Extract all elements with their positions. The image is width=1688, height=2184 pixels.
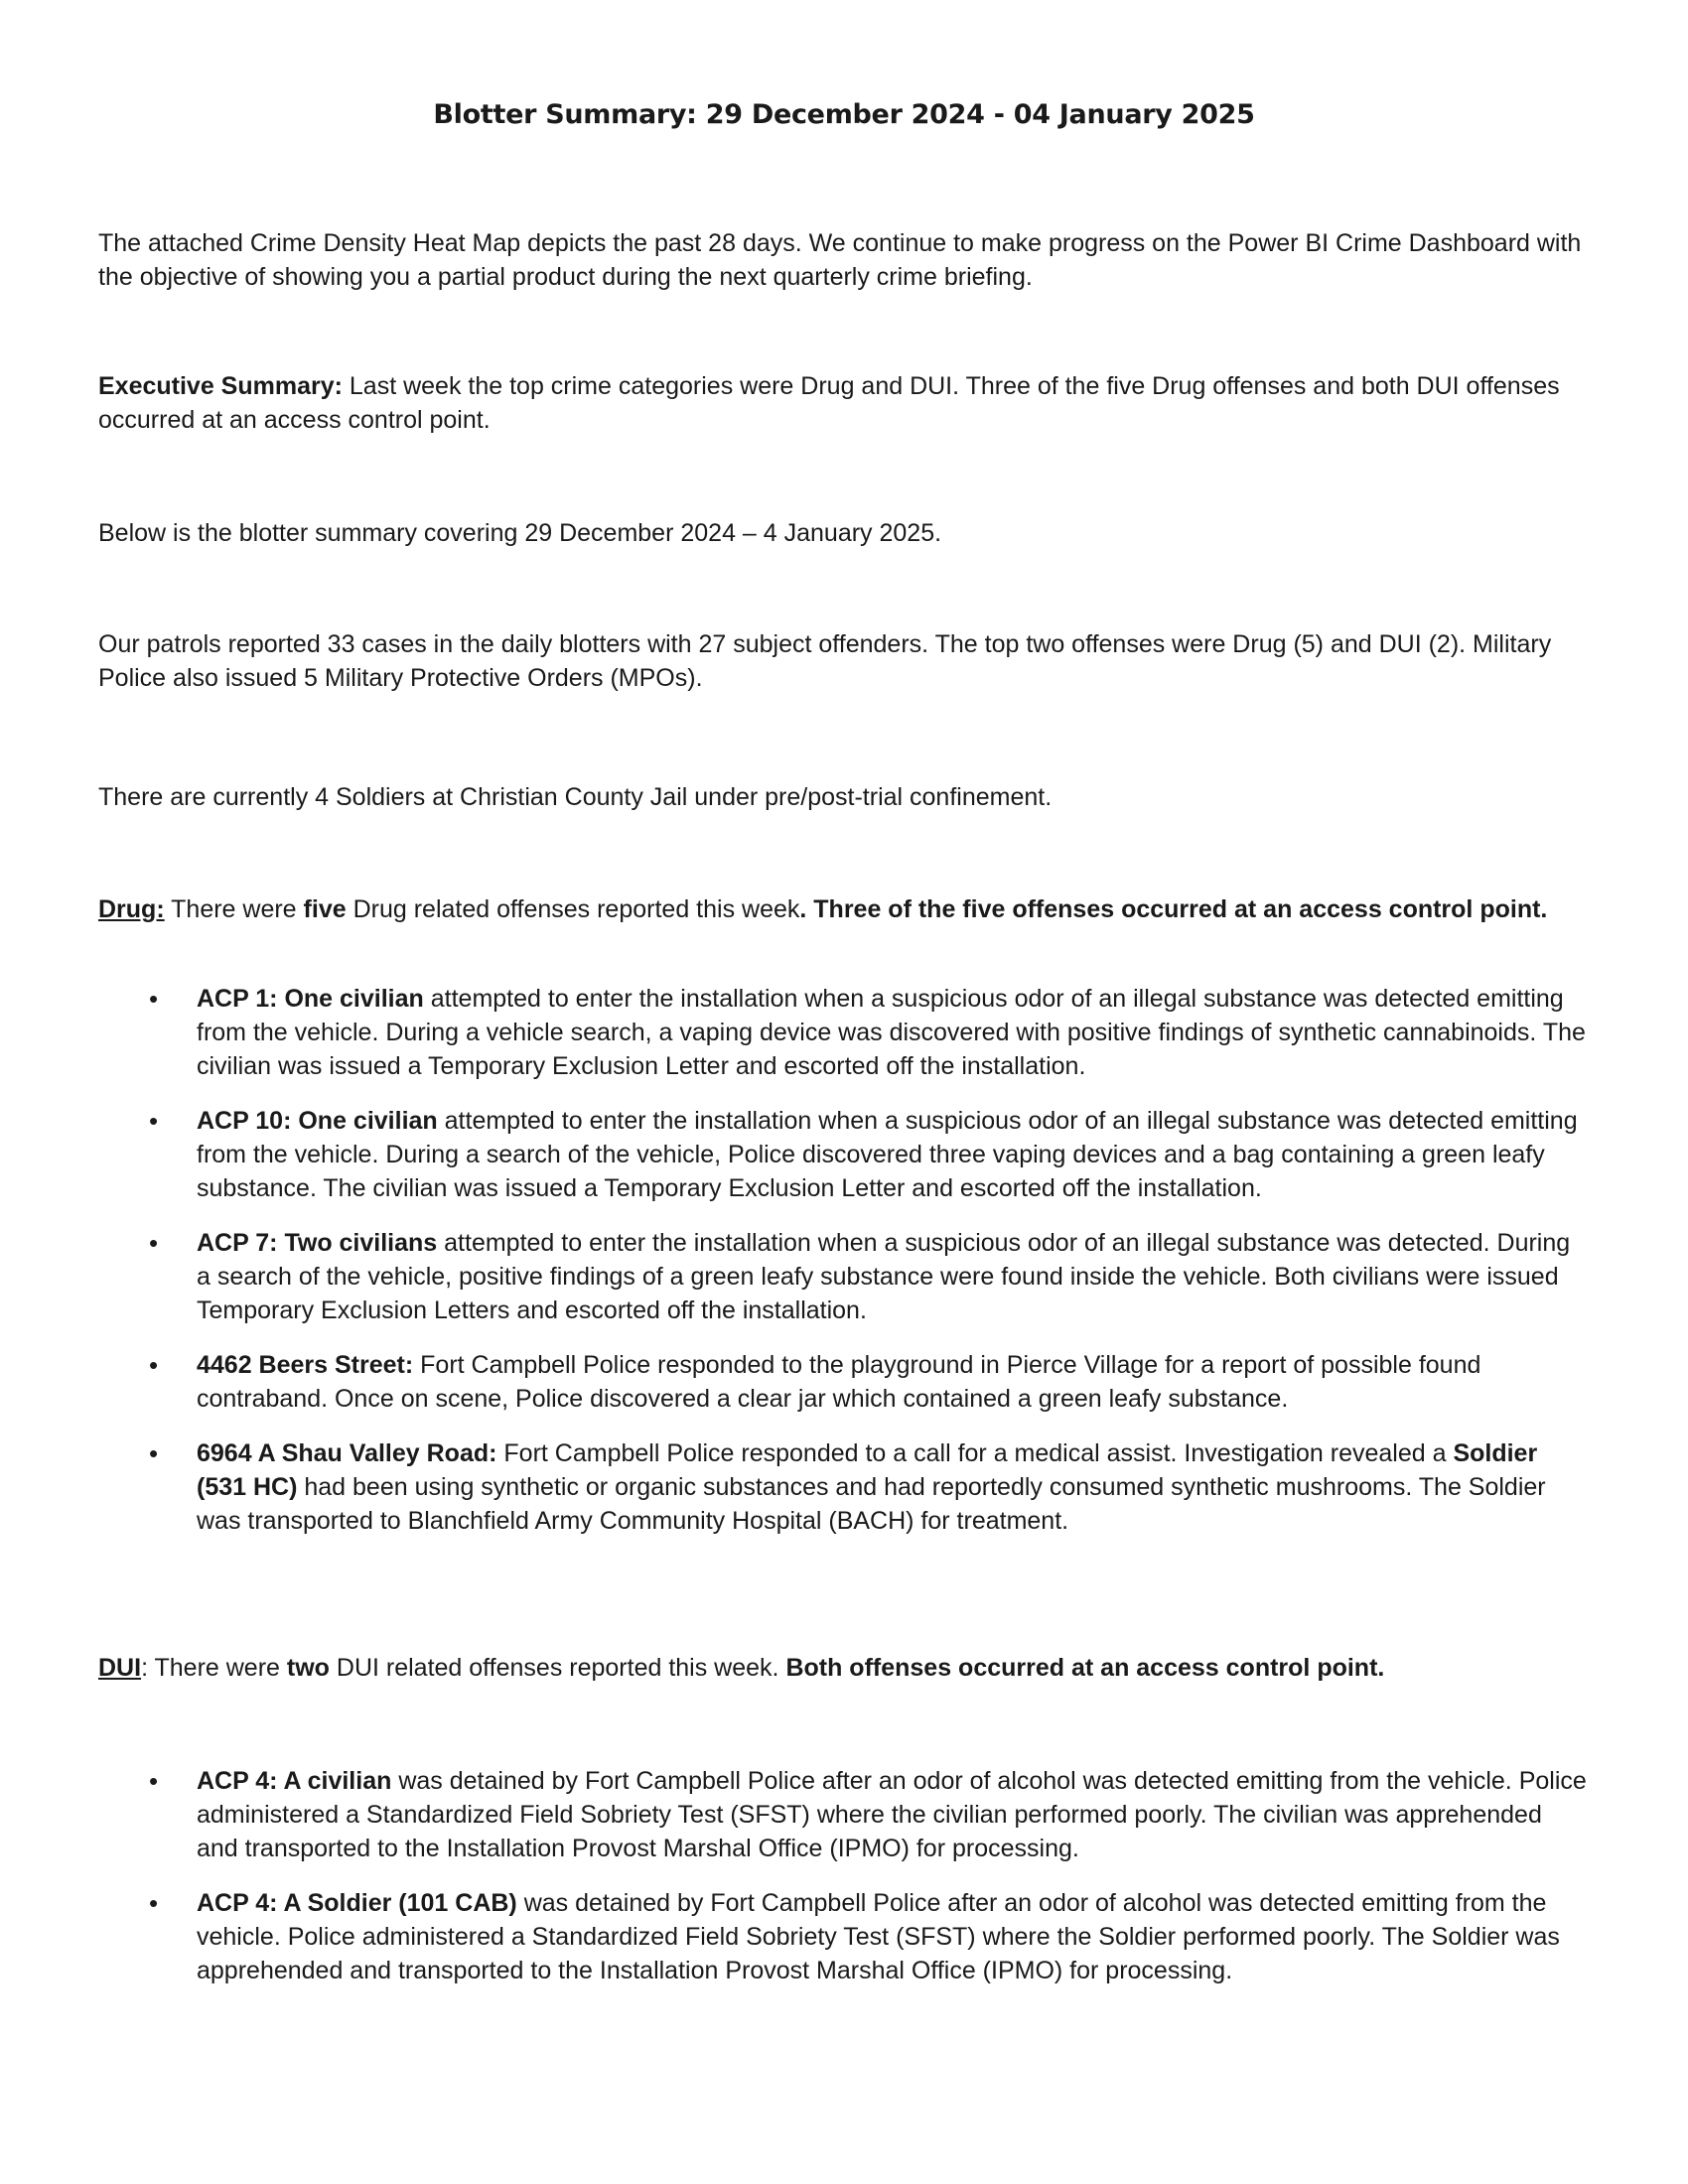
- list-item: [98, 1348, 1588, 1416]
- coverage-paragraph: Below is the blotter summary covering 29 December 2024 – 4 January 2025.: [98, 519, 942, 547]
- list-item: [98, 1436, 1588, 1538]
- drug-list: [98, 982, 1588, 1559]
- item-bold: ACP 4: A civilian: [197, 1767, 392, 1795]
- item-text: was detained by Fort Campbell Police after an odor of alcohol was detected emitting from the vehicle. Police administered a Standardized Field Sobriety Test (SFST) where the civilian performed poorly. The civilian was apprehended and transported to the Installation Provost Marshal Office (IPMO) for processing.: [197, 1767, 1587, 1862]
- dui-bold-text: Both offenses occurred at an access control point.: [785, 1654, 1385, 1682]
- item-text-2: had been using synthetic or organic substances and had reportedly consumed synthetic mushrooms. The Soldier was transported to Blanchfield Army Community Hospital (BACH) for treatment.: [197, 1473, 1546, 1535]
- dui-heading: [98, 1651, 1588, 1685]
- item-bold: 4462 Beers Street:: [197, 1351, 414, 1379]
- item-bold: ACP 7: Two civilians: [197, 1229, 438, 1257]
- item-bold: 6964 A Shau Valley Road:: [197, 1439, 497, 1467]
- dui-list: [98, 1764, 1588, 2008]
- executive-summary-text: Last week the top crime categories were Drug and DUI. Three of the five Drug offenses and both DUI offenses occurred at an access control point.: [98, 372, 1560, 434]
- item-text: attempted to enter the installation when a suspicious odor of an illegal substance was detected. During a search of the vehicle, positive findings of a green leafy substance were found inside the vehicle. Both civilians were issued Temporary Exclusion Letters and escorted off the installation.: [197, 1229, 1571, 1324]
- drug-bold-text: . Three of the five offenses occurred at an access control point.: [799, 895, 1548, 923]
- item-text: was detained by Fort Campbell Police after an odor of alcohol was detected emitting from the vehicle. Police administered a Standardized Field Sobriety Test (SFST) where the Soldier performed poorly. The Soldier was apprehended and transported to the Installation Provost Marshal Office (IPMO) for processing.: [197, 1889, 1560, 1984]
- drug-heading: [98, 892, 1588, 926]
- item-text: attempted to enter the installation when a suspicious odor of an illegal substance was detected emitting from the vehicle. During a search of the vehicle, Police discovered three vaping devices and a bag containing a green leafy substance. The civilian was issued a Temporary Exclusion Letter and escorted off the installation.: [197, 1107, 1578, 1202]
- executive-summary-label: Executive Summary:: [98, 372, 343, 400]
- item-bold-2: Soldier (531 HC): [197, 1439, 1538, 1501]
- drug-text-1: There were: [164, 895, 304, 923]
- item-text: Fort Campbell Police responded to the playground in Pierce Village for a report of possible found contraband. Once on scene, Police discovered a clear jar which contained a green leafy substance.: [197, 1351, 1481, 1413]
- dui-label: DUI: [98, 1654, 142, 1682]
- dui-text-1: : There were: [141, 1654, 287, 1682]
- document-title: Blotter Summary: 29 December 2024 - 04 January 2025: [433, 99, 1255, 130]
- dui-text-2: DUI related offenses reported this week.: [329, 1654, 786, 1682]
- item-text: Fort Campbell Police responded to a call for a medical assist. Investigation revealed a: [496, 1439, 1454, 1467]
- executive-summary: [98, 369, 1588, 437]
- list-item: [98, 1104, 1588, 1205]
- drug-label: Drug:: [98, 895, 165, 923]
- list-item: [98, 1226, 1588, 1327]
- item-text: attempted to enter the installation when a suspicious odor of an illegal substance was detected emitting from the vehicle. During a vehicle search, a vaping device was discovered with positive findings of synthetic cannabinoids. The civilian was issued a Temporary Exclusion Letter and escorted off the installation.: [197, 985, 1586, 1080]
- confinement-paragraph: There are currently 4 Soldiers at Christian County Jail under pre/post-trial confinement.: [98, 783, 1053, 811]
- item-bold: ACP 4: A Soldier (101 CAB): [197, 1889, 517, 1917]
- item-bold: ACP 10: One civilian: [197, 1107, 438, 1135]
- drug-count: five: [303, 895, 347, 923]
- list-item: [98, 982, 1588, 1083]
- intro-paragraph: The attached Crime Density Heat Map depicts the past 28 days. We continue to make progress on the Power BI Crime Dashboard with the objective of showing you a partial product during the next quarterly crime briefing.: [98, 229, 1582, 291]
- list-item: [98, 1886, 1588, 1987]
- list-item: [98, 1764, 1588, 1865]
- patrols-paragraph: Our patrols reported 33 cases in the daily blotters with 27 subject offenders. The top two offenses were Drug (5) and DUI (2). Military Police also issued 5 Military Protective Orders (MPOs).: [98, 630, 1552, 692]
- dui-count: two: [286, 1654, 330, 1682]
- drug-text-2: Drug related offenses reported this week: [346, 895, 800, 923]
- item-bold: ACP 1: One civilian: [197, 985, 424, 1013]
